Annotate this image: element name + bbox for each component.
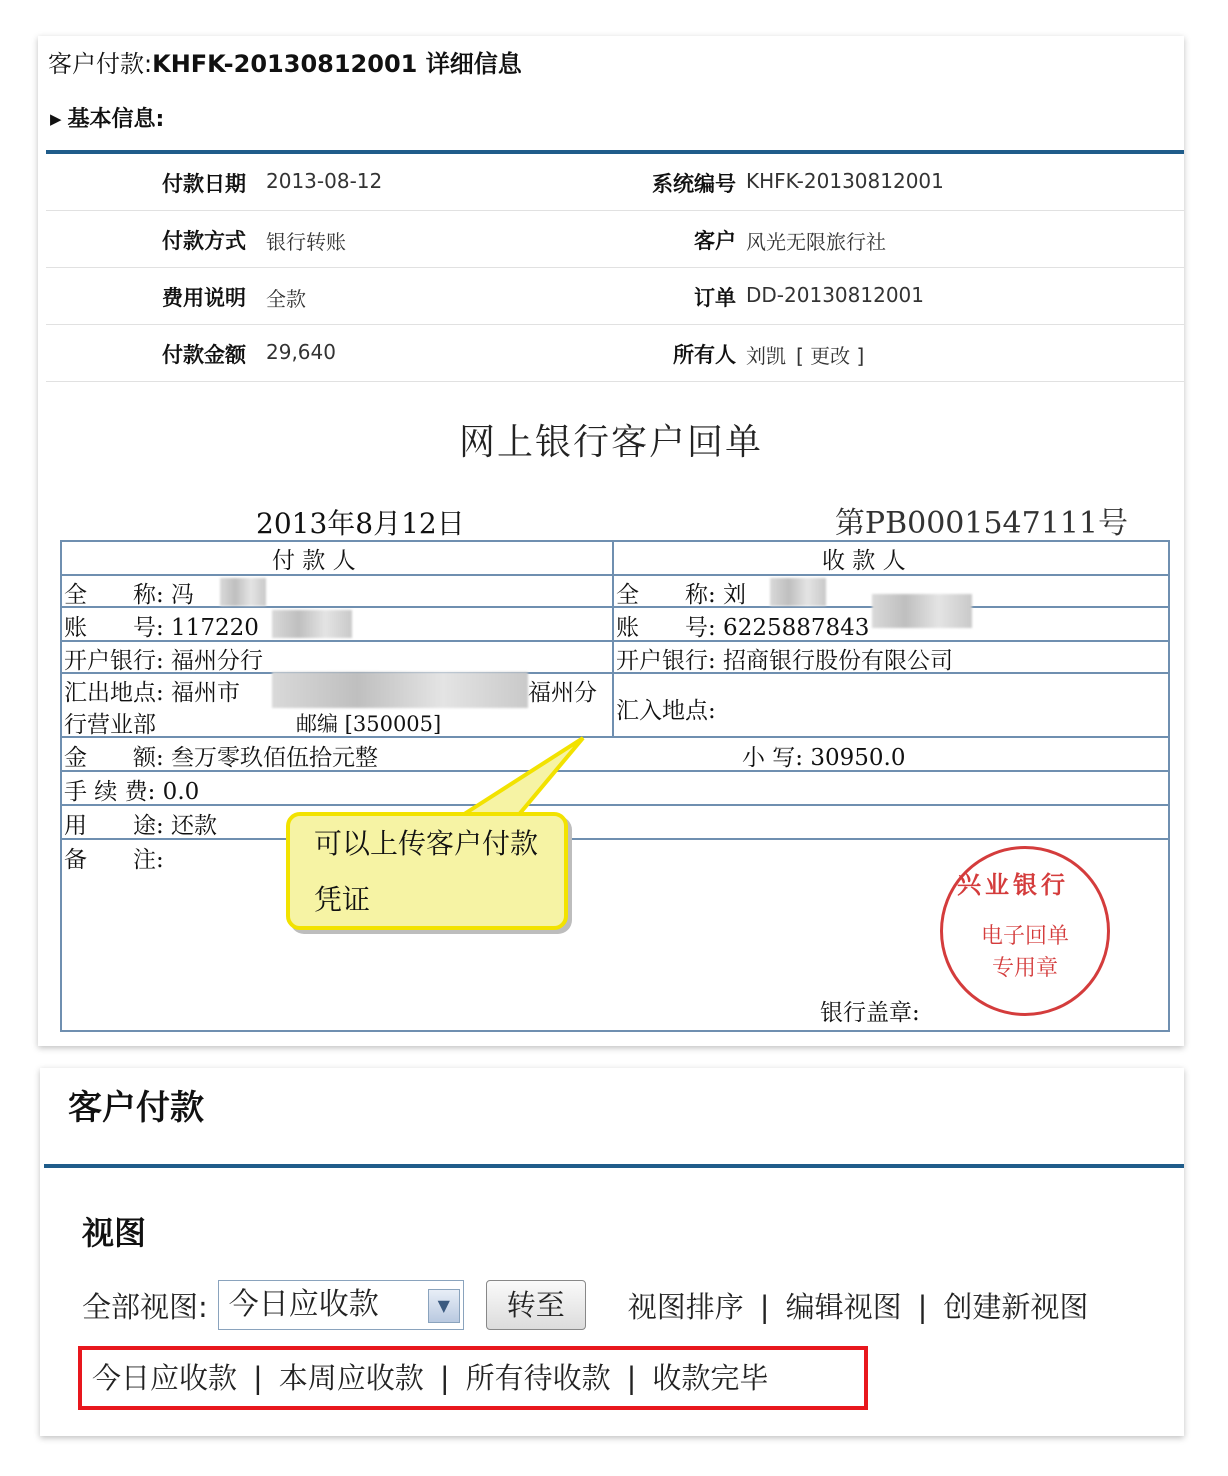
postcode: 邮编 [350005] — [296, 712, 442, 736]
view-sort-link[interactable]: 视图排序 — [627, 1289, 744, 1324]
field-value: 2013-08-12 — [266, 169, 383, 193]
create-view-link[interactable]: 创建新视图 — [943, 1289, 1089, 1324]
selected-view: 今日应收款 — [228, 1287, 379, 1322]
link-separator: | — [626, 1361, 637, 1395]
payee-name: 全 称: 刘 — [616, 582, 747, 608]
stamp-line-1: 电子回单 — [980, 924, 1069, 949]
in-place: 汇入地点: — [616, 698, 716, 724]
remark: 备 注: — [64, 847, 164, 873]
field-label: 系统编号 — [652, 172, 736, 196]
title-prefix: 客户付款: — [48, 50, 153, 78]
edit-view-link[interactable]: 编辑视图 — [785, 1289, 902, 1324]
field-value: KHFK-20130812001 — [746, 169, 944, 193]
all-views-label: 全部视图: — [82, 1289, 208, 1324]
quick-view-week[interactable]: 本周应收款 — [278, 1361, 424, 1395]
stamp-sign-label: 银行盖章: — [820, 1000, 920, 1026]
quick-view-today[interactable]: 今日应收款 — [92, 1361, 238, 1395]
triangle-right-icon: ▶ — [50, 110, 62, 128]
list-title: 客户付款 — [68, 1088, 204, 1128]
quick-view-pending[interactable]: 所有待收款 — [465, 1361, 611, 1395]
link-separator: | — [253, 1361, 263, 1395]
basic-info-label: 基本信息: — [67, 107, 165, 132]
receipt-date: 2013年8月12日 — [256, 507, 465, 540]
field-label: 付款方式 — [162, 229, 246, 253]
stamp-line-2: 专用章 — [991, 956, 1058, 981]
change-owner-link[interactable]: [ 更改 ] — [796, 344, 865, 368]
field-value: 全款 — [266, 287, 306, 311]
view-links — [628, 1285, 1089, 1326]
payee-bank: 开户银行: 招商银行股份有限公司 — [616, 648, 954, 674]
fee: 手 续 费: 0.0 — [64, 779, 200, 805]
purpose: 用 途: 还款 — [64, 813, 218, 839]
quick-view-done[interactable]: 收款完毕 — [652, 1361, 769, 1395]
field-label: 客户 — [694, 229, 736, 253]
out-place-cont: 福州分 — [528, 680, 597, 706]
payee-account: 账 号: 6225887843 — [616, 615, 870, 641]
go-button[interactable]: 转至 — [486, 1280, 586, 1330]
quick-views-highlight — [78, 1346, 868, 1410]
view-select[interactable] — [218, 1280, 464, 1330]
order-link[interactable]: DD-20130812001 — [746, 283, 924, 307]
callout-tail-icon — [38, 36, 1184, 1046]
field-value: 29,640 — [266, 340, 336, 364]
link-separator: | — [917, 1289, 928, 1324]
view-heading: 视图 — [82, 1214, 147, 1252]
link-separator: | — [759, 1289, 770, 1324]
field-label: 订单 — [694, 286, 736, 310]
out-place: 汇出地点: 福州市 — [64, 680, 241, 706]
payment-list-panel — [40, 1068, 1184, 1436]
payee-header: 收 款 人 — [822, 548, 906, 574]
view-controls — [82, 1280, 1088, 1330]
payer-name: 全 称: 冯 — [64, 582, 195, 608]
section-divider — [44, 1164, 1184, 1168]
amount-number: 小 写: 30950.0 — [742, 745, 906, 771]
out-place-branch: 行营业部 — [64, 712, 156, 738]
link-separator: | — [439, 1361, 450, 1395]
payer-header: 付 款 人 — [272, 548, 356, 574]
customer-link[interactable]: 风光无限旅行社 — [746, 230, 886, 254]
field-label: 所有人 — [673, 343, 736, 367]
stamp-top-text: 兴业银行 — [957, 870, 1069, 899]
receipt-title: 网上银行客户回单 — [458, 422, 763, 463]
owner-name: 刘凯 — [746, 344, 786, 368]
title-main: KHFK-20130812001 详细信息 — [152, 50, 522, 78]
field-label: 费用说明 — [162, 286, 246, 310]
receipt-number: 第PB0001547111号 — [834, 506, 1128, 541]
chevron-down-icon[interactable]: ▼ — [428, 1289, 460, 1323]
field-label: 付款日期 — [162, 172, 246, 196]
field-value: 银行转账 — [266, 230, 346, 254]
payer-account: 账 号: 117220 — [64, 615, 259, 641]
amount-words: 金 额: 叁万零玖佰伍拾元整 — [64, 745, 379, 771]
upload-callout: 可以上传客户付款凭证 — [286, 812, 568, 930]
payer-bank: 开户银行: 福州分行 — [64, 648, 264, 674]
field-label: 付款金额 — [162, 343, 246, 367]
payment-detail-panel — [38, 36, 1184, 1046]
